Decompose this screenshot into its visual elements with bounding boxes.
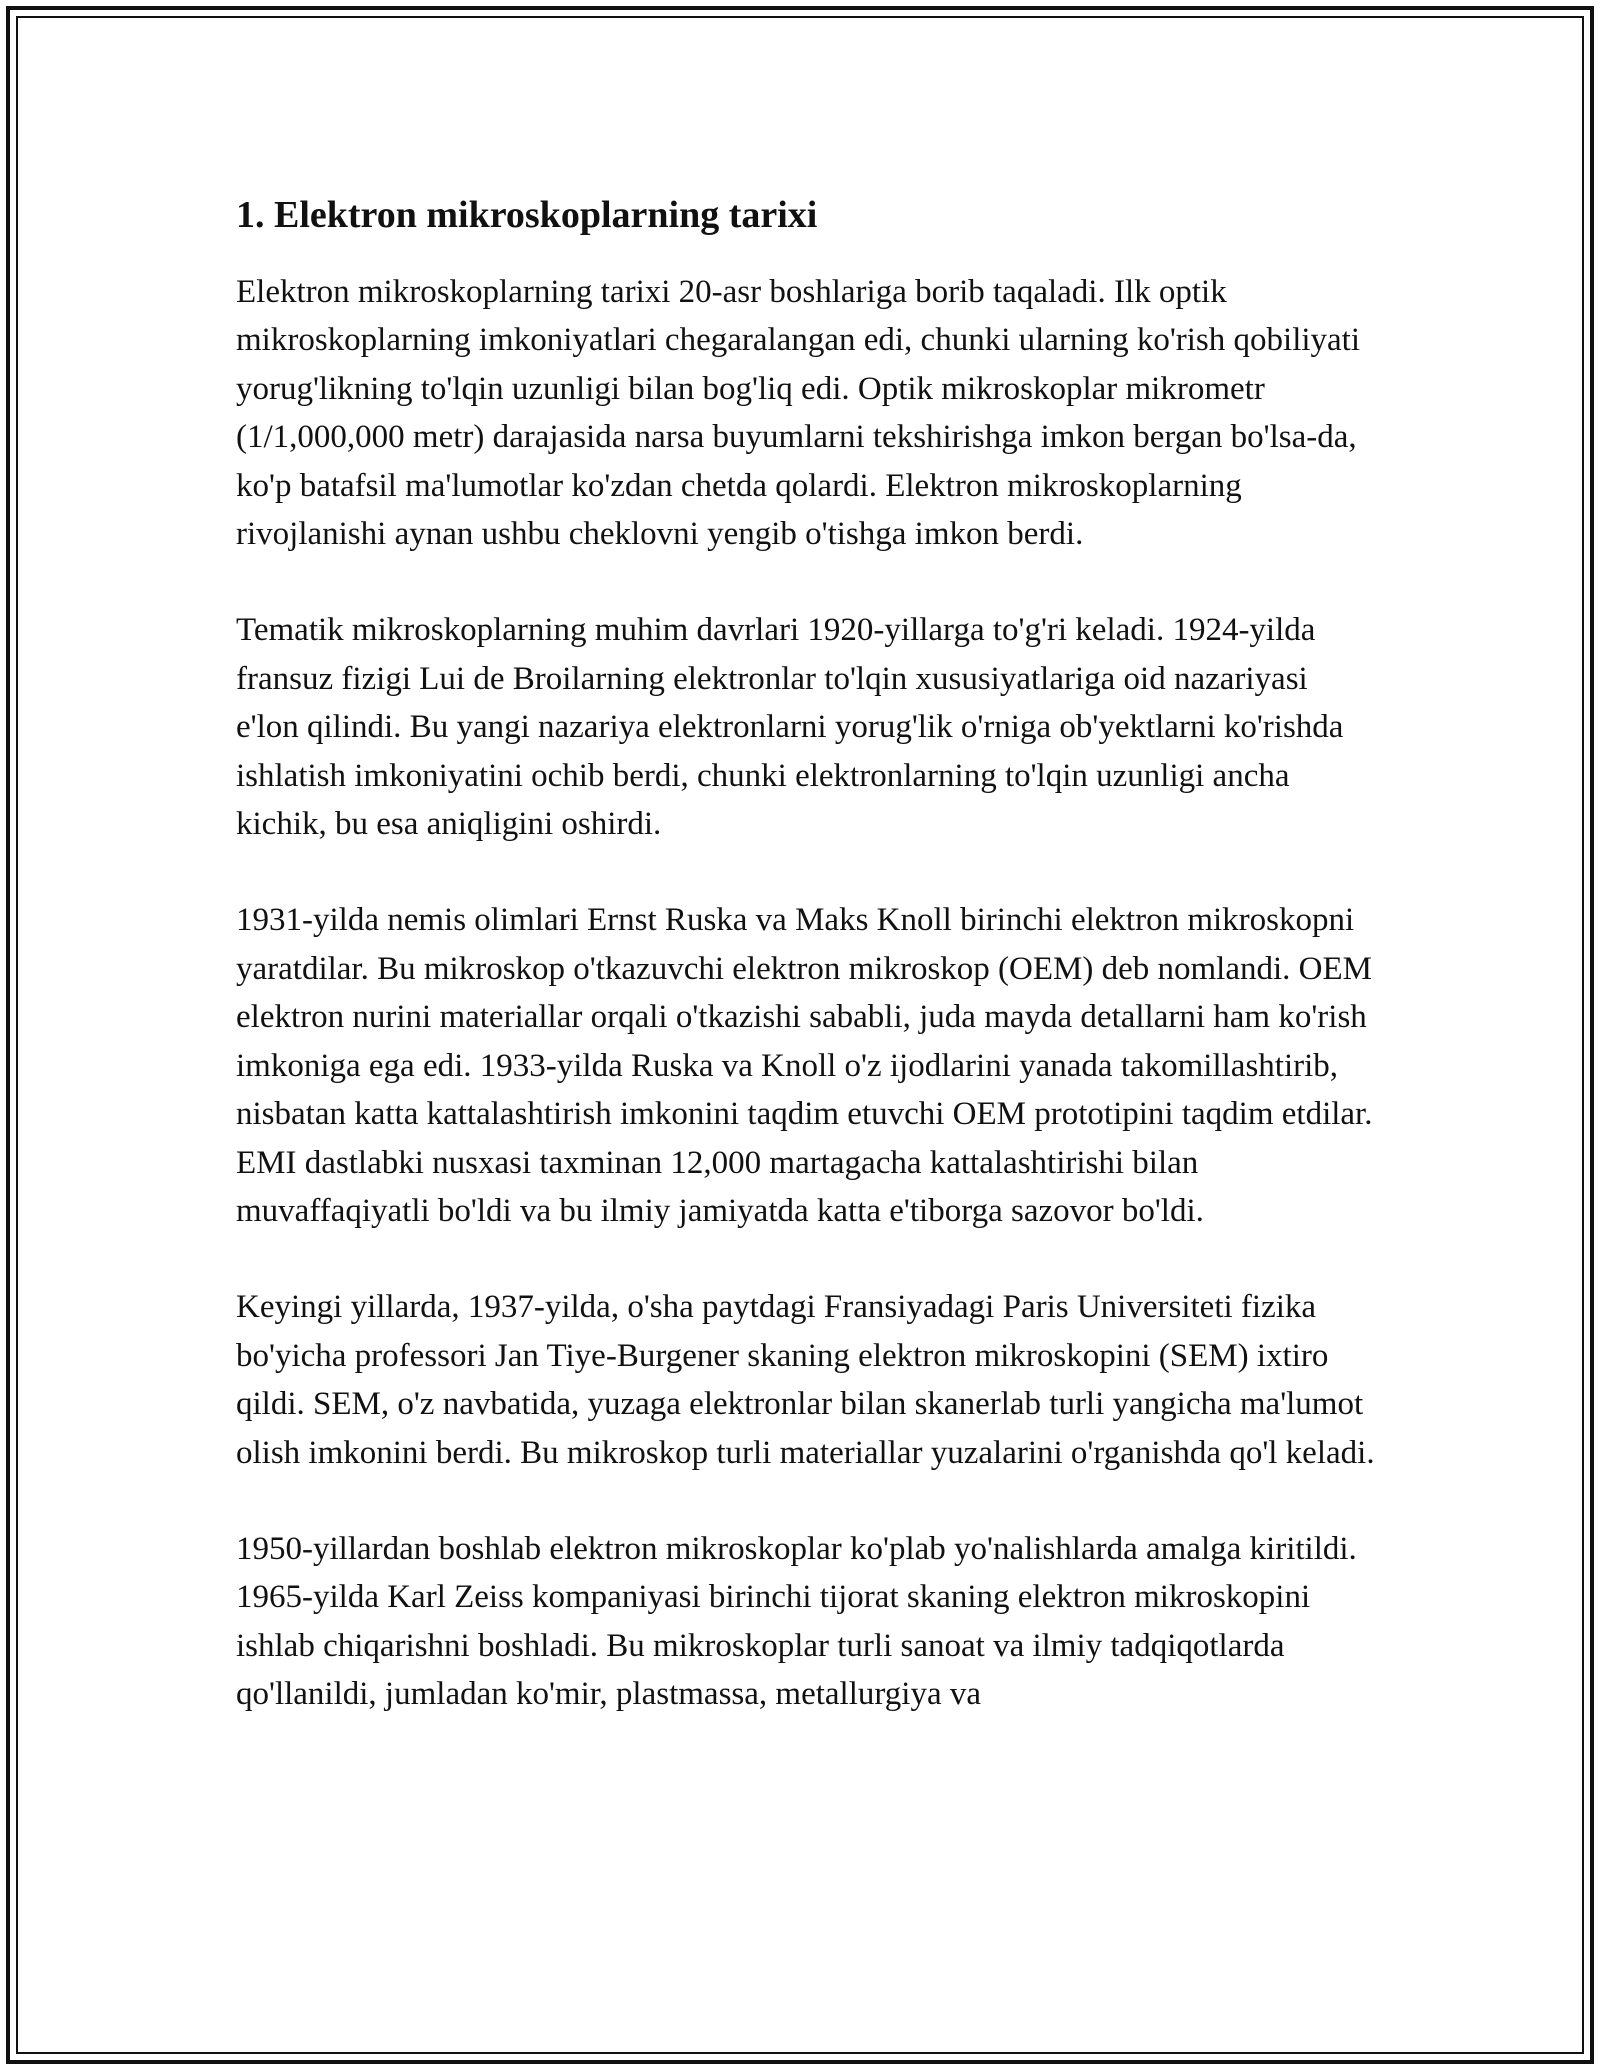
paragraph-4: Keyingi yillarda, 1937-yilda, o'sha paytdagi Fransiyadagi Paris Universiteti fizika bo'yicha professori Jan Tiye-Burgener skaning elektron mikroskopini (SEM) ixtiro qildi. SEM, o'z navbatida, yuzaga elektronlar bilan skanerlab turli yangicha ma'lumot olish imkonini berdi. Bu mikroskop turli materiallar yuzalarini o'rganishda qo'l keladi. bbox=[236, 1289, 1375, 1471]
paragraph-1: Elektron mikroskoplarning tarixi 20-asr boshlariga borib taqaladi. Ilk optik mikroskoplarning imkoniyatlari chegaralangan edi, chunki ularning ko'rish qobiliyati yorug'likning to'lqin uzunligi bilan bog'liq edi. Optik mikroskoplar mikrometr (1/1,000,000 metr) darajasida narsa buyumlarni tekshirishga imkon bergan bo'lsa-da, ko'p batafsil ma'lumotlar ko'zdan chetda qolardi. Elektron mikroskoplarning rivojlanishi aynan ushbu cheklovni yengib o'tishga imkon berdi. bbox=[236, 274, 1361, 553]
paragraph-5: 1950-yillardan boshlab elektron mikroskoplar ko'plab yo'nalishlarda amalga kiritildi. 1965-yilda Karl Zeiss kompaniyasi birinchi tijorat skaning elektron mikroskopini ishlab chiqarishni boshladi. Bu mikroskoplar turli sanoat va ilmiy tadqiqotlarda qo'llanildi, jumladan ko'mir, plastmassa, metallurgiya va bbox=[236, 1530, 1357, 1713]
document-body bbox=[236, 188, 1376, 1767]
paragraph-2: Tematik mikroskoplarning muhim davrlari 1920-yillarga to'g'ri keladi. 1924-yilda fransuz fizigi Lui de Broilarning elektronlar to'lqin xususiyatlariga oid nazariyasi e'lon qilindi. Bu yangi nazariya elektronlarni yorug'lik o'rniga ob'yektlarni ko'rishda ishlatish imkoniyatini ochib berdi, chunki elektronlarning to'lqin uzunligi ancha kichik, bu esa aniqligini oshirdi. bbox=[236, 612, 1344, 843]
section-heading: 1. Elektron mikroskoplarning tarixi bbox=[236, 194, 818, 236]
paragraph-3: 1931-yilda nemis olimlari Ernst Ruska va Maks Knoll birinchi elektron mikroskopni yaratdilar. Bu mikroskop o'tkazuvchi elektron mikroskop (OEM) deb nomlandi. OEM elektron nurini materiallar orqali o'tkazishi sababli, juda mayda detallarni ham ko'rish imkoniga ega edi. 1933-yilda Ruska va Knoll o'z ijodlarini yanada takomillashtirib, nisbatan katta kattalashtirish imkonini taqdim etuvchi OEM prototipini taqdim etdilar. EMI dastlabki nusxasi taxminan 12,000 martagacha kattalashtirishi bilan muvaffaqiyatli bo'ldi va bu ilmiy jamiyatda katta e'tiborga sazovor bo'ldi. bbox=[236, 902, 1373, 1229]
